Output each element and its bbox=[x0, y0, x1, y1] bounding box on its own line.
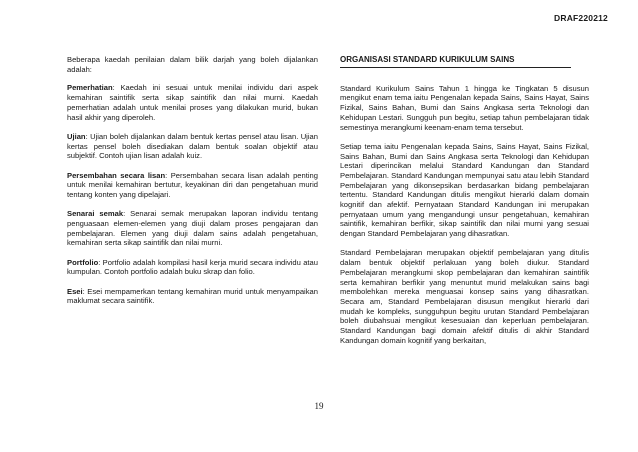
item-term: Senarai semak bbox=[67, 209, 124, 219]
item-term: Pemerhatian bbox=[67, 83, 113, 93]
left-column bbox=[67, 55, 318, 316]
list-item bbox=[67, 287, 318, 306]
intro-paragraph: Beberapa kaedah penilaian dalam bilik darjah yang boleh dijalankan adalah: bbox=[67, 55, 318, 74]
item-term: Esei bbox=[67, 286, 83, 296]
item-text: : Ujian boleh dijalankan dalam bentuk kertas pensel atau lisan. Ujian kertas pensel boleh disediakan dalam bentuk soalan objektif atau subjektif. Contoh ujian lisan adalah kuiz. bbox=[67, 131, 318, 161]
list-item bbox=[67, 171, 318, 200]
item-text: : Portfolio adalah kompilasi hasil kerja murid secara individu atau kumpulan. Contoh portfolio adalah buku skrap dan folio. bbox=[67, 257, 318, 277]
list-item bbox=[67, 258, 318, 277]
item-term: Portfolio bbox=[67, 257, 99, 267]
page-number: 19 bbox=[314, 401, 324, 411]
item-text: : Kaedah ini sesuai untuk menilai individu dari aspek kemahiran saintifik serta sikap saintifik dan nilai murni. Kaedah pemerhatian adalah untuk menilai proses yang dilakukan murid, bukan hasil akhir yang diperoleh. bbox=[67, 83, 318, 122]
item-term: Persembahan secara lisan bbox=[67, 170, 166, 180]
right-column bbox=[340, 55, 589, 355]
section-heading: ORGANISASI STANDARD KURIKULUM SAINS bbox=[340, 55, 571, 68]
list-item bbox=[67, 209, 318, 248]
body-paragraph: Standard Kurikulum Sains Tahun 1 hingga ke Tingkatan 5 disusun mengikut enam tema iaitu Pengenalan kepada Sains, Sains Hayat, Sains Fizikal, Sains Bahan, Bumi dan Sains Angkasa serta Teknologi dan Kehidupan Lestari. Sungguh pun begitu, setiap tahun pembelajaran tidak semestinya merangkumi keenam-enam tema tersebut. bbox=[340, 83, 589, 132]
item-text: : Esei mempamerkan tentang kemahiran murid untuk menyampaikan maklumat secara saintifik. bbox=[67, 286, 318, 306]
item-text: : Persembahan secara lisan adalah penting untuk menilai kemahiran bertutur, keyakinan diri dan pengetahuan murid tentang konten yang dipelajari. bbox=[67, 170, 318, 199]
item-text: : Senarai semak merupakan laporan individu tentang penguasaan elemen-elemen yang diuji dalam proses pengajaran dan pembelajaran. Elemen yang diuji dalam sains adalah pengetahuan, kemahiran serta sikap saintifik dan nilai murni. bbox=[67, 209, 318, 248]
list-item bbox=[67, 77, 318, 122]
body-paragraph: Setiap tema iaitu Pengenalan kepada Sains, Sains Hayat, Sains Fizikal, Sains Bahan, Bumi dan Sains Angkasa serta Teknologi dan Kehidupan Lestari diperincikan melalui Standard Kandungan dan Standard Pembelajaran. Standard Kandungan mempunyai satu atau lebih Standard Pembelajaran yang dikonsepsikan berdasarkan bidang pembelajaran tertentu. Standard Kandungan ditulis mengikut hierarki dalam domain kognitif dan afektif. Pernyataan Standard Kandungan ini merupakan pernyataan umum yang mengandungi unsur pengetahuan, kemahiran saintifik, kemahiran berfikir, sikap saintifik dan nilai murni yang sesuai dengan Standard Pembelajaran yang dihasratkan. bbox=[340, 141, 589, 239]
list-item bbox=[67, 132, 318, 161]
draft-code: DRAF220212 bbox=[554, 13, 608, 23]
item-term: Ujian bbox=[67, 131, 86, 141]
body-paragraph: Standard Pembelajaran merupakan objektif pembelajaran yang ditulis dalam bentuk objektif perlakuan yang boleh diukur. Standard Pembelajaran merangkumi skop pembelajaran dan kemahiran saintifik serta kemahiran berfikir yang menuntut murid melakukan sains bagi membolehkan mereka menguasai konsep sains yang dihasratkan. Secara am, Standard Pembelajaran disusun mengikut hierarki dari mudah ke kompleks, sungguhpun begitu urutan Standard Pembelajaran boleh diubahsuai mengikut kesesuaian dan keperluan pembelajaran. Standard Kandungan bagi domain afektif ditulis di akhir Standard Kandungan domain kognitif yang berkaitan, bbox=[340, 248, 589, 345]
